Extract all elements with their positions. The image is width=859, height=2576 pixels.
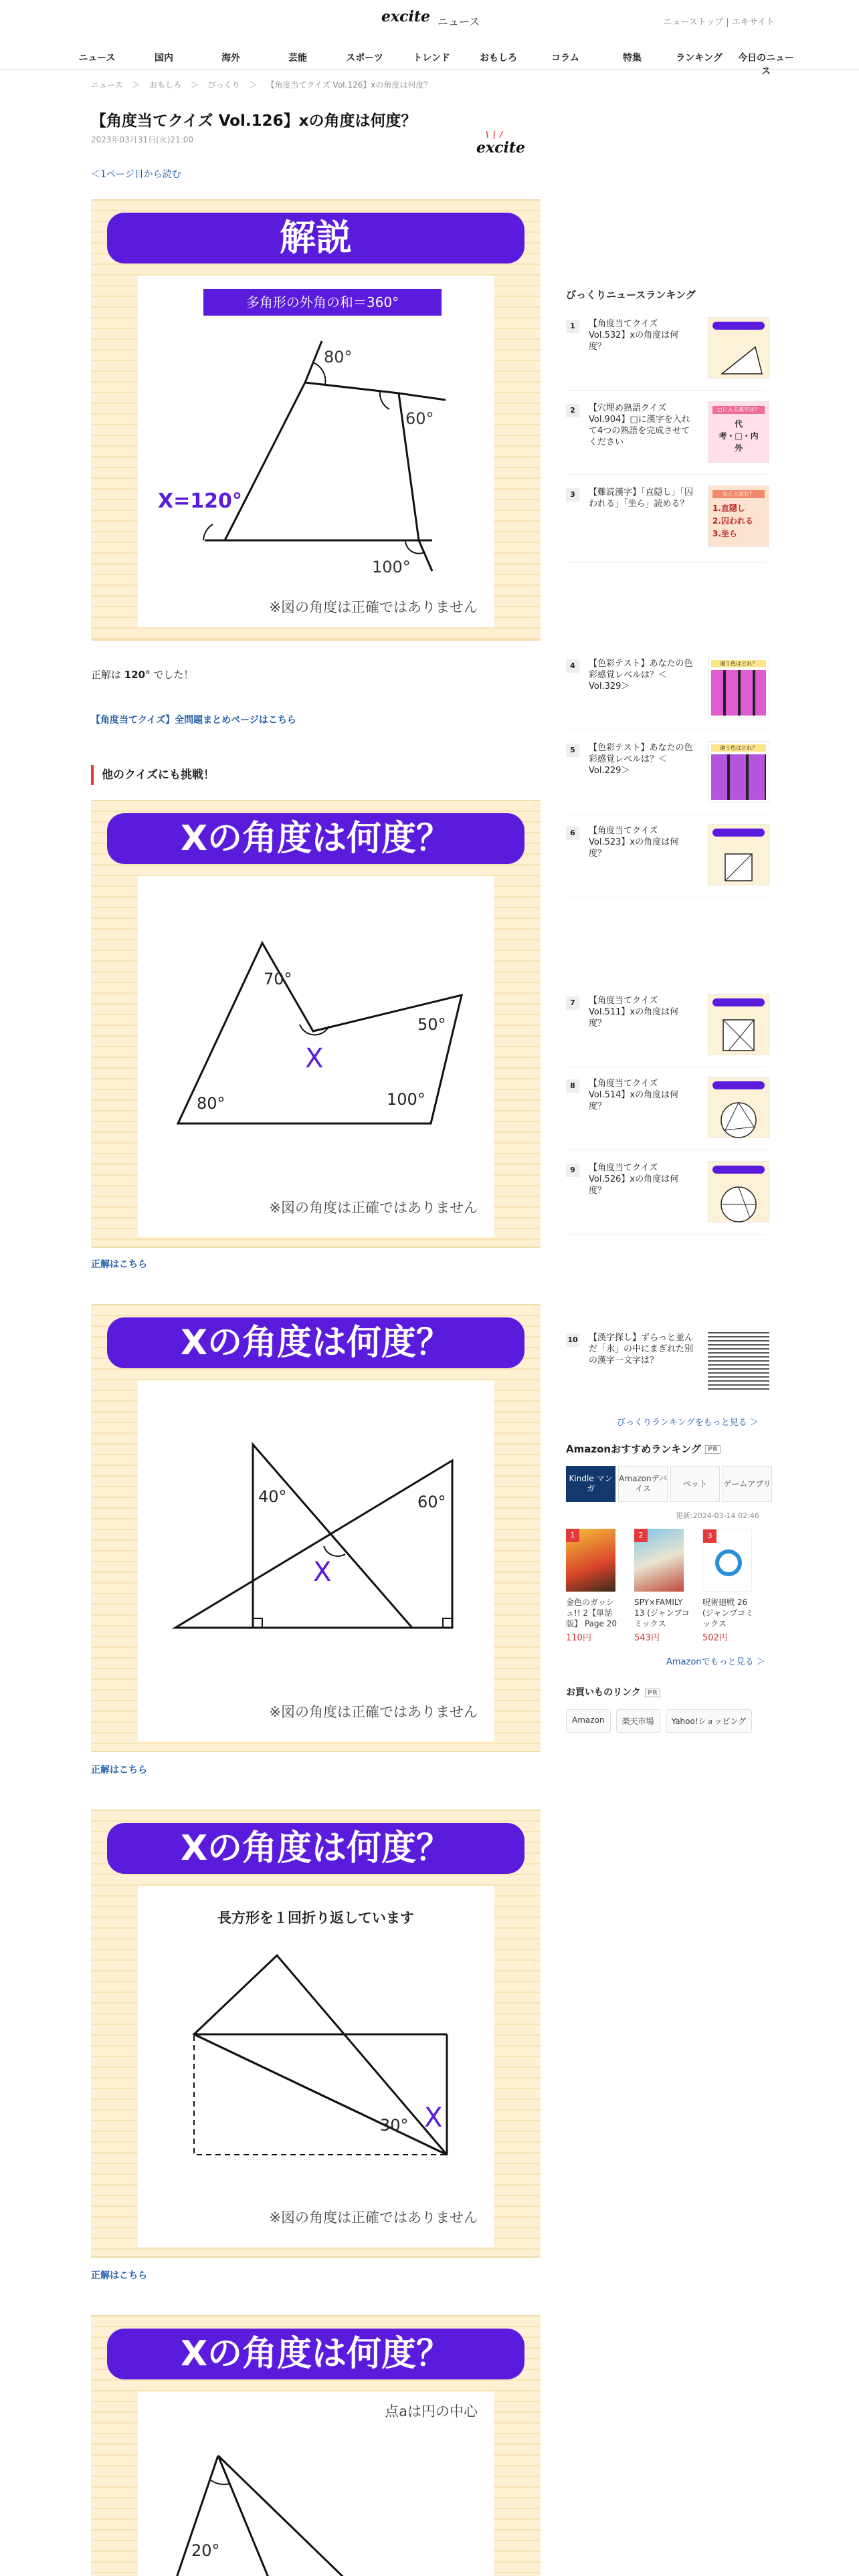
angle-label-30: 30°	[380, 2116, 409, 2135]
thumb-list-item: 1.直隠し	[712, 504, 745, 513]
thumb-banner	[712, 1081, 765, 1089]
rank-headline: 【角度当てクイズ Vol.532】xの角度は何度？	[589, 319, 679, 352]
all-quizzes-link[interactable]: 【角度当てクイズ】全問題まとめページはこちら	[91, 715, 296, 726]
quiz-subtitle: 長方形を１回折り返しています	[217, 1910, 414, 1926]
pr-badge: PR	[645, 1689, 660, 1697]
rank-thumbnail	[708, 1331, 769, 1392]
nav-item-entertainment[interactable]: 芸能	[288, 53, 307, 64]
figure-panel	[138, 1886, 494, 2247]
thumb-banner	[712, 829, 765, 837]
nav-item-funny[interactable]: おもしろ	[480, 53, 517, 64]
angle-label-20: 20°	[191, 2541, 220, 2560]
answer-link[interactable]: 正解はこちら	[91, 1765, 147, 1776]
rank-thumbnail	[708, 824, 769, 885]
product-name: 金色のガッシュ!! 2【単話版】 Page 20	[566, 1598, 617, 1628]
nav-item-sports[interactable]: スポーツ	[346, 53, 383, 64]
back-to-first-page-link[interactable]: ＜1ページ目から読む	[91, 169, 181, 180]
tab-kindle-manga[interactable]: Kindle マンガ	[566, 1466, 615, 1502]
amazon-title-text: Amazonおすすめランキング	[566, 1443, 701, 1455]
rank-headline: 【角度当てクイズ Vol.526】xの角度は何度？	[589, 1163, 679, 1196]
quiz-card[interactable]	[91, 1810, 541, 2258]
color-grid	[711, 754, 766, 800]
product-price: 543円	[634, 1633, 660, 1643]
product-rank: 1	[566, 1529, 579, 1542]
rank-number: 10	[566, 1333, 579, 1347]
breadcrumb-surprise[interactable]: びっくり	[207, 80, 240, 90]
breadcrumb-current: 【角度当てクイズ Vol.126】xの角度は何度？	[266, 80, 432, 90]
excite-logo[interactable]: excite	[381, 8, 431, 25]
thumb-list-item: 3.坐ら	[712, 529, 737, 538]
rank-thumbnail	[708, 994, 769, 1055]
x-label: X	[424, 2103, 443, 2133]
rank-thumbnail	[708, 1161, 769, 1222]
rank-headline: 【色彩テスト】あなたの色彩感覚レベルは？＜Vol.229＞	[589, 743, 693, 776]
answer-suffix: でした！	[150, 669, 194, 681]
figure-panel	[138, 276, 494, 627]
polygon-diagram	[138, 276, 494, 627]
ranking-item[interactable]	[566, 1077, 767, 1150]
rank-number: 3	[566, 488, 579, 502]
nav-item-today[interactable]: 今日のニュース	[738, 53, 794, 77]
product-price: 110円	[566, 1633, 591, 1643]
figure-panel	[138, 1380, 494, 1741]
ranking-item[interactable]	[566, 1161, 767, 1235]
figure-panel	[138, 2391, 494, 2576]
answer-link[interactable]: 正解はこちら	[91, 2270, 147, 2281]
other-quiz-heading: 他のクイズにも挑戦！	[91, 765, 215, 785]
amazon-product[interactable]	[702, 1529, 760, 1643]
figure-caption: ※図の角度は正確ではありません	[269, 1200, 478, 1216]
thumb-list	[708, 502, 769, 540]
shop-link-amazon[interactable]: Amazon	[566, 1709, 611, 1733]
product-cover	[566, 1529, 615, 1592]
shopping-links	[566, 1709, 757, 1733]
formula-label: 多角形の外角の和＝360°	[203, 289, 442, 316]
thumb-list-item: 2.囚われる	[712, 516, 753, 526]
angle-label-100: 100°	[387, 1090, 425, 1109]
rank-thumbnail	[708, 657, 769, 718]
quiz-banner: Xの角度は何度？	[107, 1317, 524, 1368]
color-grid	[711, 670, 766, 716]
angle-label-50: 50°	[417, 1015, 446, 1034]
thumb-banner: □に入る漢字は？	[712, 406, 765, 414]
amazon-product[interactable]	[634, 1529, 692, 1643]
thumb-kanji-bottom: 外	[734, 443, 743, 453]
thumb-diagram	[708, 841, 769, 887]
rank-headline: 【色彩テスト】あなたの色彩感覚レベルは？＜Vol.329＞	[589, 659, 693, 691]
divider	[566, 474, 767, 475]
publisher-name: excite	[476, 139, 526, 156]
thumb-diagram	[708, 1178, 769, 1224]
answer-value: 120°	[124, 669, 151, 681]
page-title: 【角度当てクイズ Vol.126】xの角度は何度？	[91, 112, 417, 130]
figure-caption: ※図の角度は正確ではありません	[269, 1704, 478, 1720]
thumb-diagram	[708, 1010, 769, 1057]
thumb-banner: 違う色はどれ？	[711, 744, 766, 752]
folded-rectangle-diagram	[138, 1886, 494, 2247]
product-name: 呪術廻戦 26 (ジャンプコミックス	[702, 1598, 753, 1628]
publisher-logo[interactable]	[476, 130, 526, 156]
rank-headline: 【角度当てクイズ Vol.514】xの角度は何度？	[589, 1079, 679, 1111]
answer-text	[91, 667, 193, 681]
amazon-updated: 更新:2024-03-14 02:46	[676, 1511, 759, 1520]
nav-item-column[interactable]: コラム	[551, 53, 579, 64]
explanation-banner: 解説	[107, 213, 524, 263]
ranking-item[interactable]	[566, 401, 767, 475]
angle-label-60: 60°	[405, 409, 434, 428]
nav-item-feature[interactable]: 特集	[623, 53, 642, 64]
breadcrumb-sep: ＞	[132, 80, 140, 90]
product-rank: 3	[703, 1529, 717, 1543]
divider	[566, 562, 767, 563]
global-nav	[0, 43, 859, 77]
ranking-more-link[interactable]: びっくりランキングをもっと見る ＞	[617, 1418, 759, 1428]
product-rank: 2	[634, 1529, 648, 1542]
rank-headline: 【漢字探し】ずらっと並んだ「氷」の中にまぎれた別の漢字一文字は？	[589, 1333, 694, 1366]
rank-headline: 【角度当てクイズ Vol.523】xの角度は何度？	[589, 826, 679, 859]
ranking-item[interactable]	[566, 1331, 767, 1406]
thumb-banner	[712, 998, 765, 1006]
tab-game-apps[interactable]: ゲームアプリ	[723, 1466, 772, 1502]
logo-rays-icon: \ | /	[486, 130, 504, 139]
divider	[566, 390, 767, 391]
thumb-kanji	[708, 418, 769, 454]
thumb-kanji-top: 代	[734, 419, 743, 429]
nav-item-news[interactable]: ニュース	[78, 53, 116, 64]
amazon-product[interactable]	[566, 1529, 624, 1643]
thumb-banner	[712, 322, 765, 330]
rank-number: 5	[566, 744, 579, 757]
quiz-banner: Xの角度は何度？	[107, 813, 524, 864]
angle-label-100: 100°	[372, 558, 411, 576]
site-header	[0, 0, 859, 33]
rank-thumbnail	[708, 401, 769, 463]
nav-item-ranking[interactable]: ランキング	[676, 53, 723, 64]
article-date: 2023年03月31日(火)21:00	[91, 135, 194, 144]
rank-number: 9	[566, 1164, 579, 1177]
product-price: 502円	[702, 1633, 728, 1643]
rank-thumbnail	[708, 486, 769, 547]
breadcrumb-sep: ＞	[249, 80, 258, 90]
thumb-diagram	[708, 334, 769, 381]
breadcrumb	[91, 79, 438, 90]
x-answer-label: X=120°	[158, 490, 242, 513]
figure-panel	[138, 876, 494, 1237]
ranking-item[interactable]	[566, 824, 767, 897]
breadcrumb-funny[interactable]: おもしろ	[149, 80, 182, 90]
nav-item-world[interactable]: 海外	[221, 53, 240, 64]
amazon-more-link[interactable]: Amazonでもっと見る ＞	[666, 1657, 765, 1667]
rank-number: 7	[566, 996, 579, 1010]
ranking-item[interactable]	[566, 657, 767, 730]
pr-badge: PR	[705, 1445, 721, 1454]
tab-pets[interactable]: ペット	[670, 1466, 720, 1502]
rank-headline: 【穴埋め熟語クイズ Vol.904】□に漢字を入れて4つの熟語を完成させてください	[589, 403, 690, 447]
figure-caption: ※図の角度は正確ではありません	[269, 599, 478, 615]
divider	[566, 814, 767, 815]
product-cover	[702, 1529, 752, 1592]
jump-logo-icon	[715, 1549, 742, 1576]
rank-thumbnail	[708, 317, 769, 379]
angle-label-40: 40°	[258, 1487, 287, 1506]
ranking-item[interactable]	[566, 741, 767, 815]
quiz-card[interactable]	[91, 800, 541, 1248]
center-note: 点aは円の中心	[385, 2403, 478, 2420]
rank-number: 2	[566, 404, 579, 417]
quiz-card[interactable]	[91, 1304, 541, 1752]
rank-headline: 【角度当てクイズ Vol.511】xの角度は何度？	[589, 996, 679, 1029]
ranking-item[interactable]	[566, 317, 767, 391]
rank-headline: 【難読漢字】「直隠し」「囚われる」「坐ら」読める？	[589, 488, 694, 509]
ranking-title: びっくりニュースランキング	[566, 289, 696, 301]
product-name: SPY×FAMILY 13 (ジャンプコミックス	[634, 1598, 690, 1628]
rank-number: 4	[566, 659, 579, 673]
shopping-links-title	[566, 1685, 660, 1699]
rank-number: 6	[566, 827, 579, 840]
quiz-banner: Xの角度は何度？	[107, 1823, 524, 1874]
x-label: X	[305, 1043, 324, 1074]
header-links[interactable]: ニューストップ | エキサイト	[663, 17, 775, 27]
quiz-card[interactable]	[91, 2315, 541, 2576]
rank-number: 1	[566, 320, 579, 333]
angle-label-70: 70°	[264, 970, 292, 988]
ranking-item[interactable]	[566, 994, 767, 1067]
divider	[566, 1234, 767, 1235]
figure-caption: ※図の角度は正確ではありません	[269, 2210, 478, 2226]
rank-thumbnail	[708, 741, 769, 802]
breadcrumb-sep: ＞	[190, 80, 199, 90]
rank-thumbnail	[708, 1077, 769, 1138]
ranking-item[interactable]	[566, 486, 767, 563]
product-cover	[634, 1529, 684, 1592]
breadcrumb-news[interactable]: ニュース	[91, 80, 123, 90]
explanation-figure	[91, 199, 541, 641]
shop-link-rakuten[interactable]: 楽天市場	[616, 1709, 660, 1733]
thumb-banner	[712, 1166, 765, 1174]
quiz-banner: Xの角度は何度？	[107, 2329, 524, 2379]
angle-label-80: 80°	[324, 348, 353, 366]
amazon-ranking-title	[566, 1442, 721, 1456]
shopping-title-text: お買いものリンク	[566, 1687, 641, 1698]
thumb-banner: なんと読む？	[712, 490, 765, 498]
answer-prefix: 正解は	[91, 669, 124, 681]
thumb-diagram	[708, 1093, 769, 1140]
angle-label-60: 60°	[417, 1493, 446, 1511]
thumb-banner: 違う色はどれ？	[711, 660, 766, 667]
logo-subtitle: ニュース	[438, 15, 480, 28]
x-label: X	[313, 1557, 332, 1588]
nav-item-trend[interactable]: トレンド	[413, 53, 450, 64]
angle-label-80: 80°	[197, 1094, 225, 1113]
shop-link-yahoo[interactable]: Yahoo!ショッピング	[666, 1709, 753, 1733]
answer-link[interactable]: 正解はこちら	[91, 1259, 147, 1270]
nav-item-domestic[interactable]: 国内	[155, 53, 173, 64]
amazon-tabs	[566, 1466, 775, 1502]
thumb-kanji-middle: 考・□・内	[719, 431, 759, 441]
rank-number: 8	[566, 1079, 579, 1093]
tab-amazon-devices[interactable]: Amazonデバイス	[618, 1466, 668, 1502]
